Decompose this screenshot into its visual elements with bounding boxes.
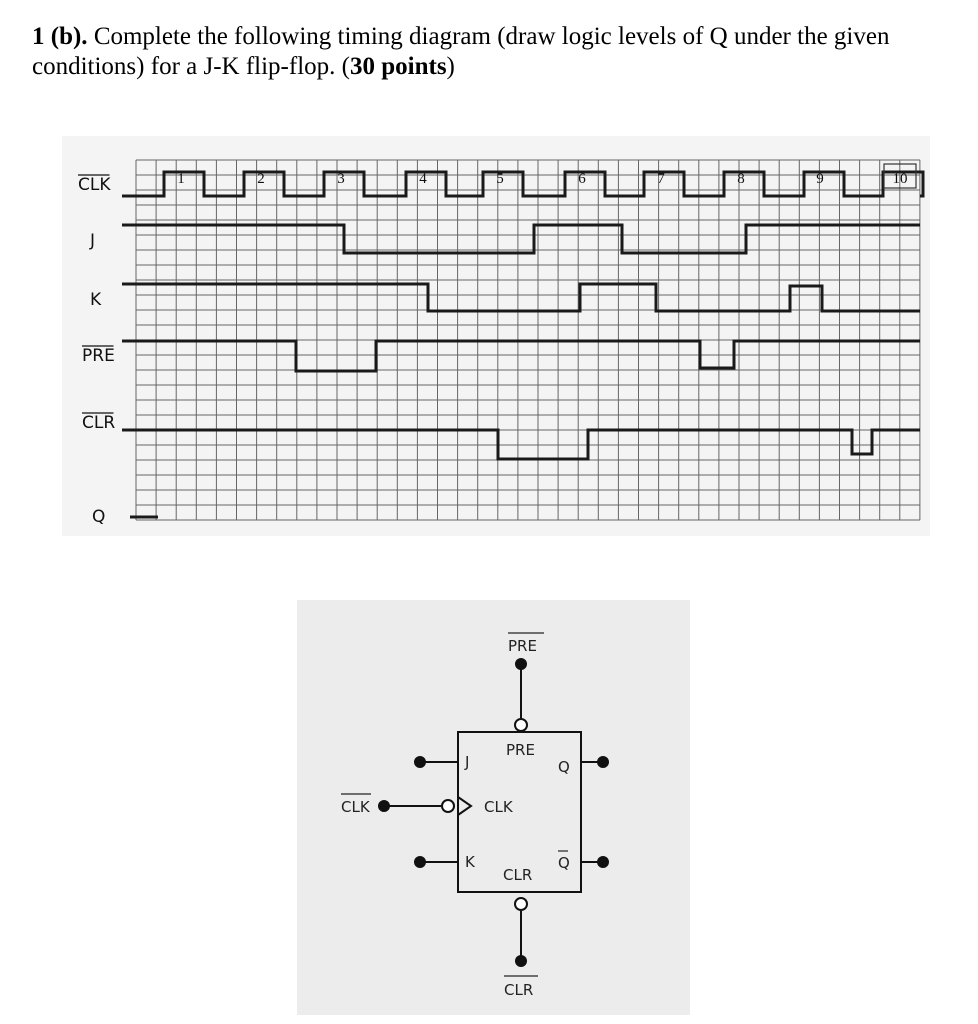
clk-external-label: CLK (341, 798, 370, 816)
qbar-label: Q (558, 854, 570, 872)
q-pin-dot (598, 757, 608, 767)
j-label: J (465, 753, 470, 771)
clock-pulse-number: 9 (816, 171, 824, 187)
pre-inversion-bubble (515, 719, 527, 731)
j-pin-dot (415, 757, 425, 767)
clk-inversion-bubble (442, 800, 454, 812)
question-part: 1 (b). (32, 23, 88, 50)
clock-pulse-number: 10 (892, 171, 908, 187)
signal-label-q: Q (92, 507, 106, 527)
signal-label-pre: PRE (82, 346, 115, 366)
pre-pin-label: PRE (508, 637, 537, 655)
clock-pulse-number: 1 (177, 171, 185, 187)
clr-pin-dot (516, 956, 526, 966)
clock-pulse-number: 8 (737, 171, 745, 187)
clock-pulse-number: 7 (657, 171, 665, 187)
signal-label-clk: CLK (78, 175, 111, 195)
q-label: Q (558, 758, 570, 776)
pre-inner-label: PRE (506, 741, 535, 759)
clk-internal-label: CLK (484, 798, 513, 816)
qbar-pin-dot (598, 857, 608, 867)
k-pin-dot (415, 857, 425, 867)
clk-pin-dot (379, 801, 389, 811)
question-points: 30 points (349, 53, 447, 80)
pre-pin-dot (516, 659, 526, 669)
clock-pulse-number: 6 (578, 171, 586, 187)
clock-pulse-number: 2 (257, 171, 265, 187)
clr-inversion-bubble (515, 898, 527, 910)
signal-label-j: J (90, 231, 96, 251)
clr-pin-label: CLR (504, 981, 534, 999)
signal-label-clr: CLR (82, 413, 116, 433)
clock-pulse-number: 4 (419, 171, 427, 187)
k-label: K (465, 853, 475, 871)
clock-pulse-number: 3 (337, 171, 345, 187)
clr-inner-label: CLR (503, 866, 533, 884)
question-body: Complete the following timing diagram (draw logic levels of Q under the given conditions) for a J-K flip-flop. ( (32, 23, 890, 80)
question-close: ) (446, 53, 455, 80)
clock-pulse-number: 5 (496, 171, 504, 187)
signal-label-k: K (90, 290, 102, 310)
